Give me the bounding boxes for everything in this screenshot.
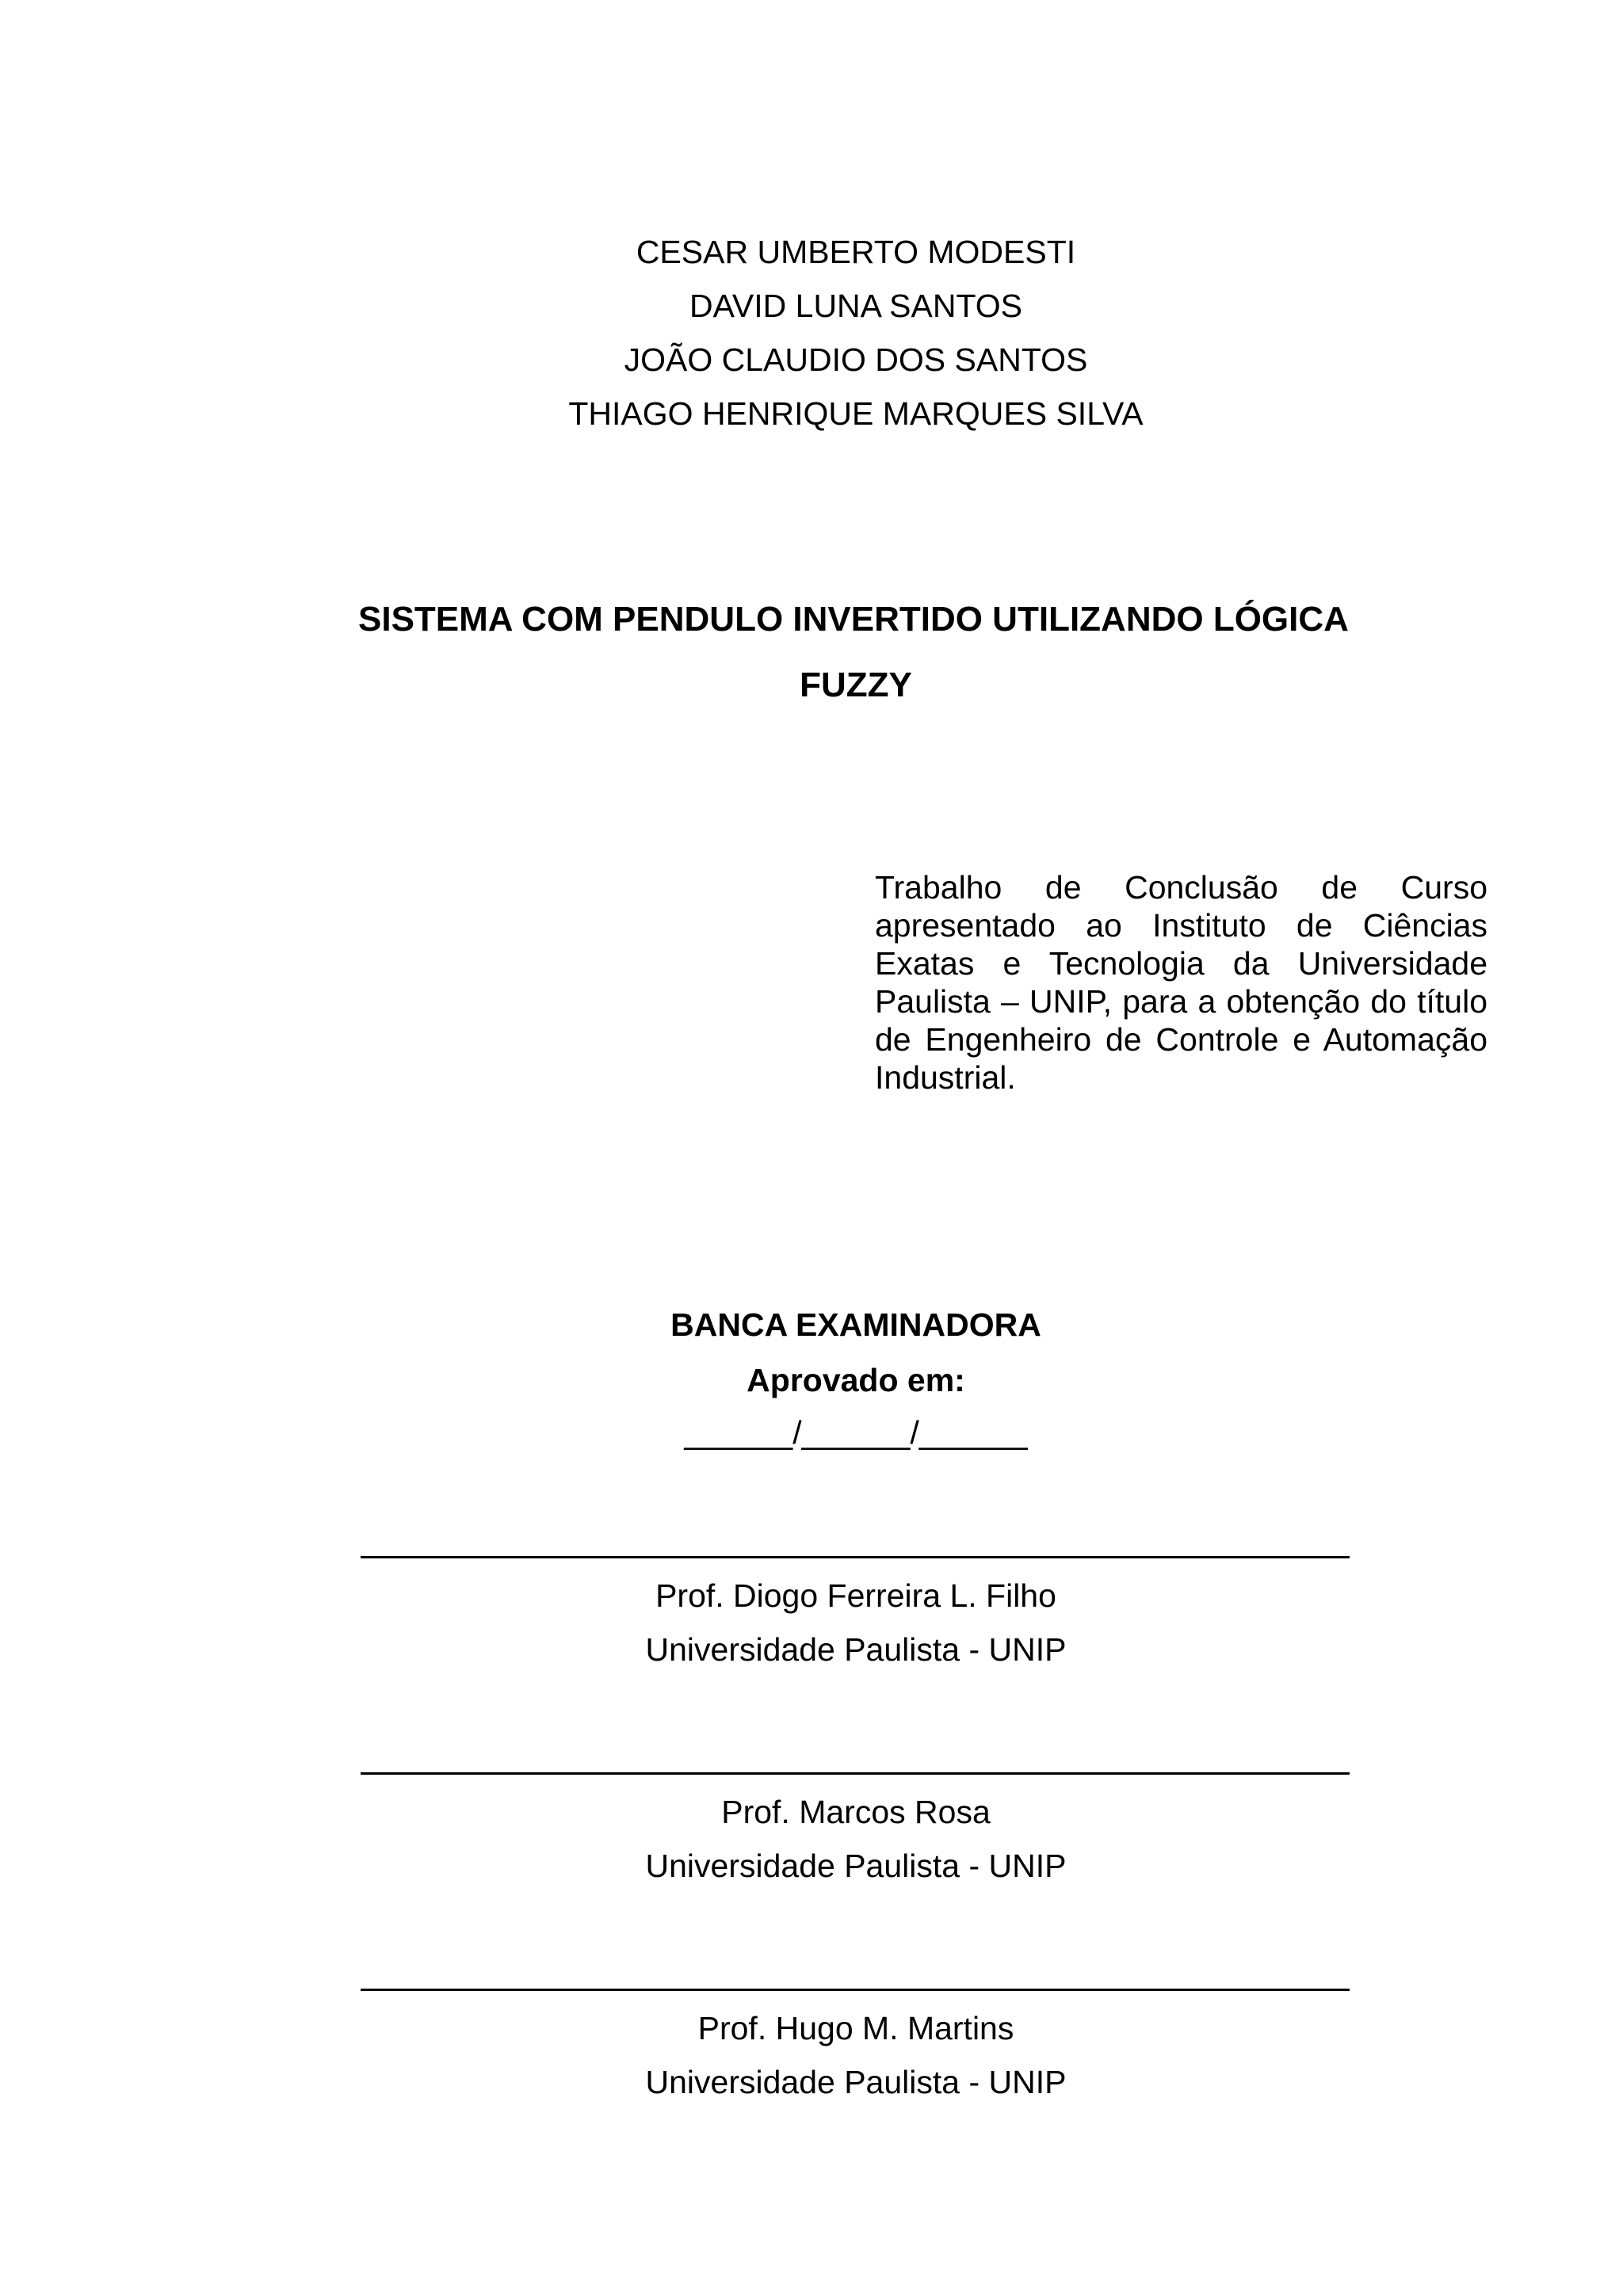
document-title-line-2: FUZZY bbox=[800, 666, 912, 704]
examiner-name: Prof. Marcos Rosa bbox=[721, 1794, 991, 1830]
examiner-institution: Universidade Paulista - UNIP bbox=[645, 1631, 1067, 1668]
author-name: CESAR UMBERTO MODESTI bbox=[636, 234, 1076, 270]
thesis-description: Trabalho de Conclusão de Curso apresentado ao Instituto de Ciências Exatas e Tecnologia da Universidade Paulista – UNIP, para a obtenção do título de Engenheiro de Controle e Automação Industrial. bbox=[875, 869, 1487, 1096]
examiner-name: Prof. Hugo M. Martins bbox=[697, 2010, 1014, 2046]
approved-label: Aprovado em: bbox=[747, 1362, 965, 1398]
signature-line bbox=[361, 1772, 1350, 1775]
examiner-name: Prof. Diogo Ferreira L. Filho bbox=[655, 1577, 1056, 1614]
document-title-line-1: SISTEMA COM PENDULO INVERTIDO UTILIZANDO LÓGICA bbox=[358, 600, 1349, 639]
author-name: THIAGO HENRIQUE MARQUES SILVA bbox=[568, 395, 1144, 432]
approval-date-blank: ______/______/______ bbox=[684, 1414, 1028, 1451]
author-name: DAVID LUNA SANTOS bbox=[689, 288, 1022, 324]
examiner-institution: Universidade Paulista - UNIP bbox=[645, 1848, 1067, 1884]
banca-heading: BANCA EXAMINADORA bbox=[670, 1306, 1041, 1343]
author-name: JOÃO CLAUDIO DOS SANTOS bbox=[624, 341, 1088, 378]
signature-line bbox=[361, 1556, 1350, 1558]
signature-line bbox=[361, 1989, 1350, 1991]
examiner-institution: Universidade Paulista - UNIP bbox=[645, 2064, 1067, 2100]
